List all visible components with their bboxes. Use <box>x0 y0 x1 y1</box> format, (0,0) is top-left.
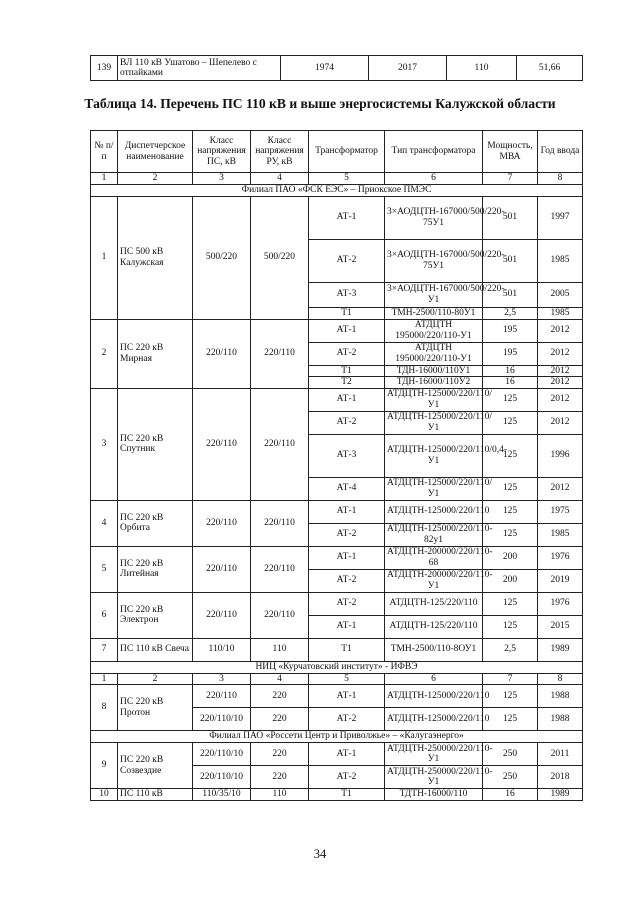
commission-year: 1985 <box>538 523 583 546</box>
header-number: 8 <box>538 173 583 185</box>
header-number: 1 <box>91 673 118 685</box>
section-heading: Филиал ПАО «Россети Центр и Приволжье» – «Калугаэнерго» <box>91 731 583 743</box>
substation-name: ПС 110 кВ Свеча <box>118 638 193 661</box>
substation-voltage: 220/110/10 <box>193 766 251 789</box>
commission-year: 2012 <box>538 342 583 365</box>
switchgear-voltage: 220 <box>251 766 309 789</box>
substation-number: 6 <box>91 592 118 638</box>
commission-year: 2012 <box>538 365 583 377</box>
table-row <box>91 789 583 801</box>
transformer-id: АТ-1 <box>309 685 385 708</box>
substation-number: 9 <box>91 743 118 789</box>
substation-number: 5 <box>91 546 118 592</box>
commission-year: 2019 <box>538 569 583 592</box>
transformer-power: 125 <box>483 477 538 500</box>
table-row <box>91 196 583 239</box>
substation-name: ПС 500 кВ Калужская <box>118 196 193 319</box>
transformer-power: 125 <box>483 615 538 638</box>
switchgear-voltage: 220/110 <box>251 319 309 388</box>
commission-year: 2012 <box>538 411 583 434</box>
substation-number: 3 <box>91 388 118 500</box>
substation-table <box>90 130 583 801</box>
transformer-power: 125 <box>483 434 538 477</box>
transformer-id: АТ-2 <box>309 708 385 731</box>
commission-year: 1985 <box>538 307 583 319</box>
header-cell: Год ввода <box>538 131 583 173</box>
header-number: 7 <box>483 173 538 185</box>
commission-year: 2012 <box>538 319 583 342</box>
transformer-type: АТДЦТН-125000/220/110 <box>385 500 483 523</box>
table-row <box>91 388 583 411</box>
transformer-power: 2,5 <box>483 638 538 661</box>
table-row <box>91 56 583 81</box>
transformer-power: 250 <box>483 766 538 789</box>
transformer-power: 501 <box>483 239 538 282</box>
table-row <box>91 319 583 342</box>
commission-year: 1976 <box>538 592 583 615</box>
transformer-power: 2,5 <box>483 307 538 319</box>
table-row <box>91 638 583 661</box>
header-number: 6 <box>385 673 483 685</box>
substation-name: ПС 220 кВ Электрон <box>118 592 193 638</box>
transformer-type: 3×АОДЦТН-167000/500/220-75У1 <box>385 239 483 282</box>
substation-name: ПС 110 кВ <box>118 789 193 801</box>
substation-number: 7 <box>91 638 118 661</box>
transformer-power: 125 <box>483 685 538 708</box>
transformer-type: АТДЦТН-250000/220/110-У1 <box>385 743 483 766</box>
switchgear-voltage: 220 <box>251 708 309 731</box>
transformer-id: АТ-1 <box>309 546 385 569</box>
line-length: 51,66 <box>517 56 583 81</box>
year-reconstructed: 2017 <box>369 56 447 81</box>
header-number: 5 <box>309 173 385 185</box>
commission-year: 1976 <box>538 546 583 569</box>
commission-year: 2012 <box>538 377 583 389</box>
header-number: 4 <box>251 173 309 185</box>
switchgear-voltage: 110 <box>251 789 309 801</box>
transformer-power: 200 <box>483 569 538 592</box>
substation-name: ПС 220 кВ Созвездие <box>118 743 193 789</box>
transformer-id: АТ-2 <box>309 766 385 789</box>
header-number: 7 <box>483 673 538 685</box>
transformer-type: АТДЦТН-125000/220/110/0,4-У1 <box>385 434 483 477</box>
transformer-power: 125 <box>483 411 538 434</box>
transformer-power: 125 <box>483 592 538 615</box>
table-row <box>91 743 583 766</box>
transformer-id: Т1 <box>309 789 385 801</box>
substation-number: 1 <box>91 196 118 319</box>
transformer-id: АТ-1 <box>309 388 385 411</box>
transformer-power: 501 <box>483 282 538 307</box>
transformer-type: АТДЦТН-125000/220/110-82у1 <box>385 523 483 546</box>
header-cell: № п/п <box>91 131 118 173</box>
transformer-type: АТДЦТН-125/220/110 <box>385 592 483 615</box>
substation-number: 2 <box>91 319 118 388</box>
header-number-row <box>91 673 583 685</box>
switchgear-voltage: 220 <box>251 743 309 766</box>
transformer-power: 125 <box>483 388 538 411</box>
transformer-id: АТ-3 <box>309 434 385 477</box>
switchgear-voltage: 220/110 <box>251 500 309 546</box>
substation-voltage: 220/110 <box>193 592 251 638</box>
header-number: 3 <box>193 673 251 685</box>
table-row <box>91 685 583 708</box>
transformer-id: АТ-1 <box>309 743 385 766</box>
substation-voltage: 220/110 <box>193 685 251 708</box>
substation-voltage: 110/10 <box>193 638 251 661</box>
transformer-power: 200 <box>483 546 538 569</box>
transformer-id: АТ-2 <box>309 342 385 365</box>
continuation-table <box>90 55 583 81</box>
transformer-power: 16 <box>483 789 538 801</box>
line-voltage: 110 <box>447 56 517 81</box>
switchgear-voltage: 110 <box>251 638 309 661</box>
transformer-type: АТДЦТН-200000/220/110-У1 <box>385 569 483 592</box>
header-number: 2 <box>118 173 193 185</box>
section-row <box>91 184 583 196</box>
table-row <box>91 592 583 615</box>
section-row <box>91 661 583 673</box>
table-row <box>91 500 583 523</box>
transformer-type: ТМН-2500/110-8ОУ1 <box>385 638 483 661</box>
substation-voltage: 500/220 <box>193 196 251 319</box>
transformer-type: АТДЦТН 195000/220/110-У1 <box>385 342 483 365</box>
header-cell: Класс напряжения РУ, кВ <box>251 131 309 173</box>
header-number: 3 <box>193 173 251 185</box>
commission-year: 2005 <box>538 282 583 307</box>
year-built: 1974 <box>281 56 369 81</box>
transformer-type: 3×АОДЦТН-167000/500/220-75У1 <box>385 196 483 239</box>
transformer-id: АТ-2 <box>309 239 385 282</box>
switchgear-voltage: 220 <box>251 685 309 708</box>
transformer-type: АТДЦТН-125000/220/110/У1 <box>385 388 483 411</box>
transformer-id: АТ-4 <box>309 477 385 500</box>
commission-year: 2012 <box>538 477 583 500</box>
header-cell: Трансформатор <box>309 131 385 173</box>
table-title: Таблица 14. Перечень ПС 110 кВ и выше энергосистемы Калужской области <box>84 96 556 111</box>
transformer-id: АТ-2 <box>309 569 385 592</box>
commission-year: 1989 <box>538 638 583 661</box>
commission-year: 2018 <box>538 766 583 789</box>
transformer-id: АТ-1 <box>309 615 385 638</box>
transformer-type: ТДН-16000/110У2 <box>385 377 483 389</box>
header-number: 6 <box>385 173 483 185</box>
commission-year: 1975 <box>538 500 583 523</box>
commission-year: 1989 <box>538 789 583 801</box>
substation-voltage: 220/110/10 <box>193 708 251 731</box>
header-row <box>91 131 583 173</box>
transformer-type: ТДТН-16000/110 <box>385 789 483 801</box>
switchgear-voltage: 220/110 <box>251 592 309 638</box>
switchgear-voltage: 220/110 <box>251 388 309 500</box>
transformer-id: АТ-2 <box>309 411 385 434</box>
header-number: 2 <box>118 673 193 685</box>
section-heading: Филиал ПАО «ФСК ЕЭС» – Приокское ПМЭС <box>91 184 583 196</box>
transformer-power: 125 <box>483 708 538 731</box>
substation-name: ПС 220 кВ Литейная <box>118 546 193 592</box>
transformer-type: 3×АОДЦТН-167000/500/220-У1 <box>385 282 483 307</box>
transformer-id: АТ-2 <box>309 523 385 546</box>
transformer-id: АТ-1 <box>309 500 385 523</box>
switchgear-voltage: 220/110 <box>251 546 309 592</box>
transformer-type: АТДЦТН-200000/220/110-68 <box>385 546 483 569</box>
transformer-power: 16 <box>483 365 538 377</box>
page-number: 34 <box>313 847 327 861</box>
commission-year: 1988 <box>538 708 583 731</box>
transformer-id: Т2 <box>309 377 385 389</box>
transformer-power: 501 <box>483 196 538 239</box>
substation-name: ПС 220 кВ Мирная <box>118 319 193 388</box>
line-name: ВЛ 110 кВ Ушатово – Шепелево с отпайками <box>118 56 281 81</box>
header-cell: Тип трансформатора <box>385 131 483 173</box>
substation-voltage: 220/110 <box>193 319 251 388</box>
substation-voltage: 110/35/10 <box>193 789 251 801</box>
transformer-type: АТДЦТН-125/220/110 <box>385 615 483 638</box>
transformer-type: АТДЦТН-125000/220/110 <box>385 708 483 731</box>
section-heading: НИЦ «Курчатовский институт» - ИФВЭ <box>91 661 583 673</box>
transformer-power: 16 <box>483 377 538 389</box>
commission-year: 1997 <box>538 196 583 239</box>
substation-number: 4 <box>91 500 118 546</box>
section-row <box>91 731 583 743</box>
substation-voltage: 220/110 <box>193 500 251 546</box>
commission-year: 2012 <box>538 388 583 411</box>
header-number: 4 <box>251 673 309 685</box>
commission-year: 2011 <box>538 743 583 766</box>
transformer-type: АТДЦТН-125000/220/110 <box>385 685 483 708</box>
substation-name: ПС 220 кВ Спутник <box>118 388 193 500</box>
transformer-id: АТ-1 <box>309 319 385 342</box>
commission-year: 1996 <box>538 434 583 477</box>
transformer-id: АТ-3 <box>309 282 385 307</box>
row-number: 139 <box>91 56 118 81</box>
commission-year: 2015 <box>538 615 583 638</box>
transformer-type: ТДН-16000/110У1 <box>385 365 483 377</box>
substation-number: 10 <box>91 789 118 801</box>
substation-voltage: 220/110 <box>193 546 251 592</box>
header-cell: Мощность, МВА <box>483 131 538 173</box>
switchgear-voltage: 500/220 <box>251 196 309 319</box>
header-cell: Класс напряжения ПС, кВ <box>193 131 251 173</box>
transformer-power: 125 <box>483 500 538 523</box>
header-cell: Диспетчерское наименование <box>118 131 193 173</box>
transformer-power: 195 <box>483 342 538 365</box>
transformer-type: АТДЦТН-250000/220/110-У1 <box>385 766 483 789</box>
transformer-type: ТМН-2500/110-80У1 <box>385 307 483 319</box>
transformer-id: АТ-2 <box>309 592 385 615</box>
transformer-type: АТДЦТН-125000/220/110/У1 <box>385 477 483 500</box>
header-number: 5 <box>309 673 385 685</box>
transformer-id: АТ-1 <box>309 196 385 239</box>
transformer-power: 250 <box>483 743 538 766</box>
header-number: 8 <box>538 673 583 685</box>
transformer-type: АТДЦТН-125000/220/110/У1 <box>385 411 483 434</box>
substation-voltage: 220/110/10 <box>193 743 251 766</box>
transformer-id: Т1 <box>309 307 385 319</box>
header-number-row <box>91 173 583 185</box>
transformer-power: 125 <box>483 523 538 546</box>
transformer-type: АТДЦТН 195000/220/110-У1 <box>385 319 483 342</box>
transformer-id: Т1 <box>309 365 385 377</box>
table-row <box>91 546 583 569</box>
substation-name: ПС 220 кВ Орбита <box>118 500 193 546</box>
substation-name: ПС 220 кВ Протон <box>118 685 193 731</box>
transformer-id: Т1 <box>309 638 385 661</box>
transformer-power: 195 <box>483 319 538 342</box>
substation-voltage: 220/110 <box>193 388 251 500</box>
commission-year: 1988 <box>538 685 583 708</box>
commission-year: 1985 <box>538 239 583 282</box>
substation-number: 8 <box>91 685 118 731</box>
header-number: 1 <box>91 173 118 185</box>
